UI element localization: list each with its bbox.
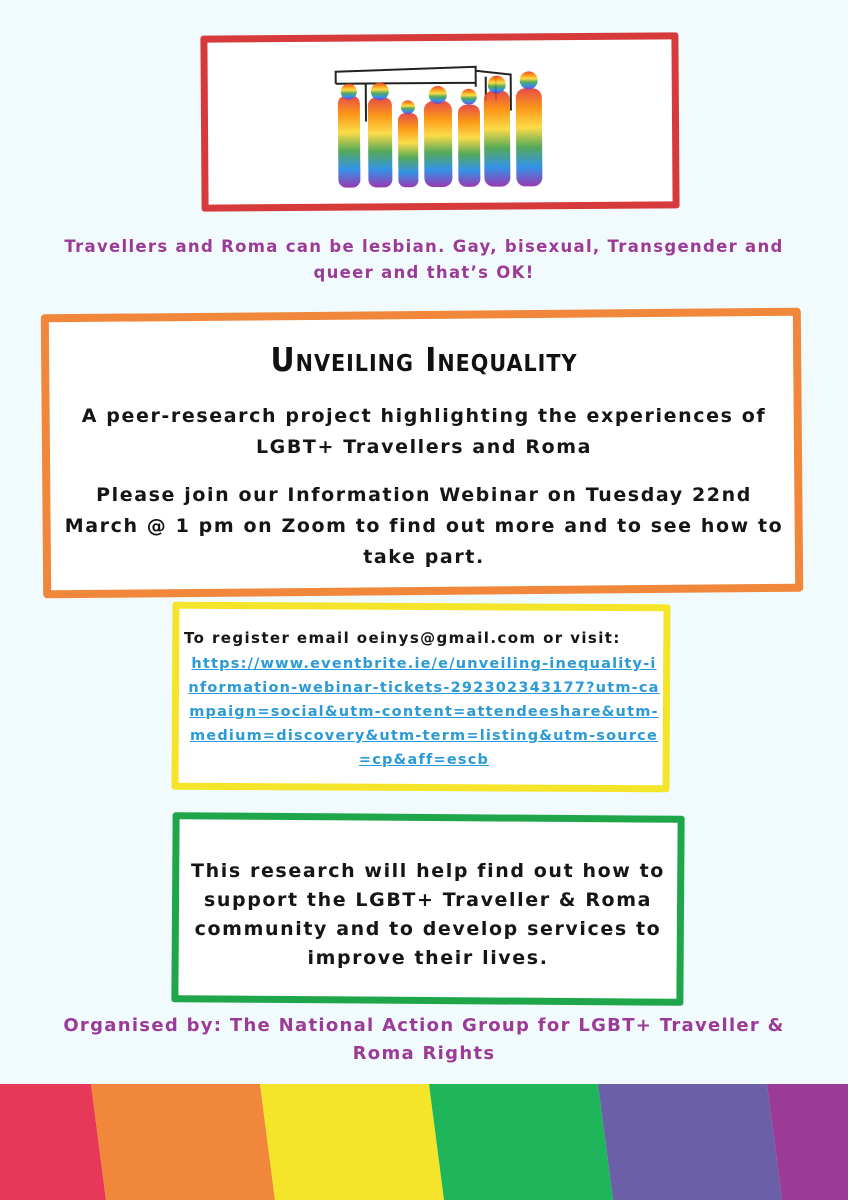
webinar-invite: Please join our Information Webinar on Tuesday 22nd March @ 1 pm on Zoom to find out more and to see how to take part. — [64, 484, 784, 568]
organiser-credit: Organised by: The National Action Group for LGBT+ Traveller & Roma Rights — [63, 1015, 785, 1064]
project-subtitle: A peer-research project highlighting the experiences of LGBT+ Travellers and Roma — [81, 405, 767, 458]
stripe-yellow — [260, 1084, 444, 1200]
rainbow-stripes — [0, 1084, 848, 1200]
stripe-red — [0, 1084, 106, 1200]
eventbrite-link[interactable]: https://www.eventbrite.ie/e/unveiling-inequality-information-webinar-tickets-292302343177?utm-campaign=social&utm-content=attendeeshare&utm-medium=discovery&utm-term=listing&utm-source=cp&aff=escb — [188, 656, 660, 768]
caravan-people-logo — [326, 60, 565, 194]
stripe-green — [429, 1084, 613, 1200]
page-title: Unveiling Inequality — [270, 340, 578, 379]
stripe-blue — [598, 1084, 782, 1200]
logo-frame — [200, 32, 679, 211]
stripe-orange — [91, 1084, 275, 1200]
register-label: To register email oeinys@gmail.com or visit: — [184, 629, 621, 647]
research-statement: This research will help find out how to support the LGBT+ Traveller & Roma community and to develop services to improve their lives. — [191, 860, 665, 969]
tagline: Travellers and Roma can be lesbian. Gay, bisexual, Transgender and queer and that’s OK! — [64, 237, 784, 282]
